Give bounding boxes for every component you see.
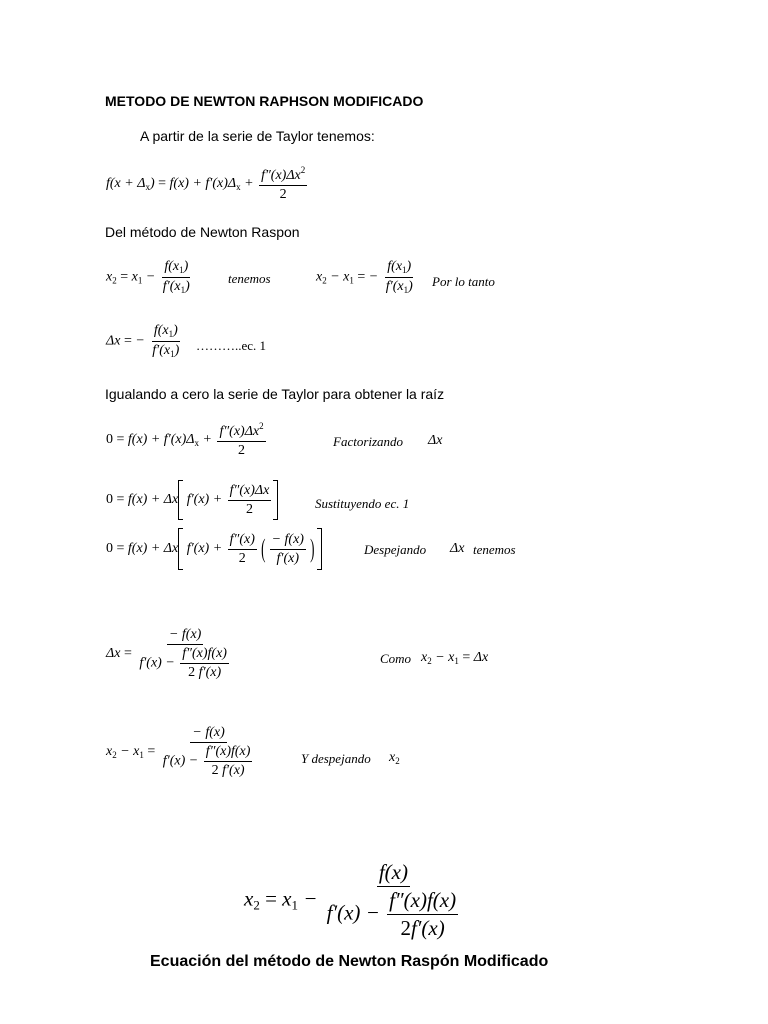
final-formula: $x_2 = x_1$ − f(x) f′(x) − $\frac{f''(x)f(x)}{2f'(x)}$ [244,860,457,940]
y-despejando-x2: $x_2$ [389,750,400,766]
despejando-note: Despejando [364,542,427,557]
despejando-delta-x: Δx [450,541,465,556]
como-equation: $x_2 - x_1 = \Delta x$ [421,650,489,666]
tenemos-note: tenemos [228,271,271,286]
factorizando-note: Factorizando [333,434,404,449]
footer-caption: Ecuación del método de Newton Raspón Modificado [150,953,549,970]
por-lo-tanto-note: Por lo tanto [432,274,495,289]
taylor-series-equation: $f(x + \Delta_x) = f(x) + f'(x)\Delta_x$ + $\frac{f''(x)\Delta x^2}{2}$ [106,165,306,202]
factorizando-delta-x: Δx [428,433,443,448]
substituted-equation: 0 = f(x) + Δx f′(x) + $\frac{f''(x)}{2}$ ( $\frac{- f(x)}{f'(x)}$ ) [106,528,322,570]
newton-method-text: Del método de Newton Raspon [105,224,300,240]
despejando-tail-note: tenemos [473,542,516,557]
sustituyendo-note: Sustituyendo ec. 1 [315,496,410,511]
newton-equation: $x_2 = x_1$ − $\frac{f(x_1)}{f'(x_1)}$ [106,259,190,295]
ec1-equation: Δx = − $\frac{f(x_1)}{f'(x_1)}$ [106,323,180,359]
delta-x-solution: Δx = − f(x) f′(x) − $\frac{f''(x)f(x)}{2 f'(x)}$ [106,627,227,680]
y-despejando-note: Y despejando [301,751,371,766]
como-note: Como [380,651,412,666]
factored-equation: 0 = f(x) + Δx f′(x) + $\frac{f''(x)\Delta x}{2}$ [106,480,278,520]
igualando-text: Igualando a cero la serie de Taylor para obtener la raíz [105,386,445,402]
difference-equation: $x_2 - x_1$ = − $\frac{f(x_1)}{f'(x_1)}$ [316,259,413,295]
ec1-label: ………..ec. 1 [196,338,267,353]
taylor-zero-equation: $0 = f(x) + f'(x)\Delta_x$ + $\frac{f''(x)\Delta x^2}{2}$ [106,421,264,458]
intro-text: A partir de la serie de Taylor tenemos: [140,128,375,144]
difference-solution: $x_2 - x_1$ = − f(x) f′(x) − $\frac{f''(x)f(x)}{2 f'(x)}$ [106,725,251,778]
page-title: METODO DE NEWTON RAPHSON MODIFICADO [105,93,424,109]
